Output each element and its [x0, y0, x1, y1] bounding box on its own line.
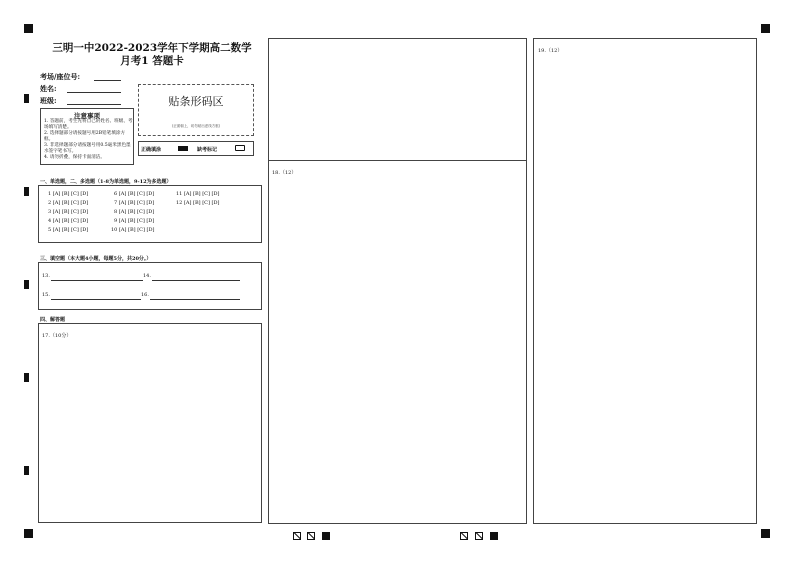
name-label: 姓名: [40, 84, 57, 93]
absent-mark-label: 缺考标记 [197, 147, 218, 153]
fill-section-heading: 三、填空题（本大题4小题，每题5分，共20分。） [40, 256, 152, 262]
choice-row-10[interactable]: 10 [A] [B] [C] [D] [111, 227, 155, 233]
registration-mark-top-right [761, 24, 770, 33]
fill-mark-panel [138, 141, 254, 156]
footer-mark-2-icon [307, 532, 315, 540]
choice-row-8[interactable]: 8 [A] [B] [C] [D] [114, 209, 155, 215]
footer-mark-3-icon [322, 532, 330, 540]
registration-mark-bottom-right [761, 529, 770, 538]
fill-label-16: 16. [141, 292, 149, 298]
choice-section-heading: 一、单选题，二、多选题（1-8为单选题，9-12为多选题） [40, 179, 172, 185]
class-field[interactable] [67, 104, 121, 105]
notice-item: 3. 非选择题部分请按题号用0.5毫米黑色墨水签字笔书写。 [44, 143, 131, 154]
solution-section-heading: 四、解答题 [40, 317, 66, 323]
question-18-label: 18.（12） [272, 170, 297, 176]
choice-row-2[interactable]: 2 [A] [B] [C] [D] [48, 200, 89, 206]
fill-answer-13[interactable] [51, 280, 143, 281]
exam-title-line2: 月考1 答题卡 [120, 55, 184, 67]
registration-mark-top-left [24, 24, 33, 33]
notice-item: 4. 请勿折叠，保持卡面清洁。 [44, 155, 105, 160]
seat-number-label: 考场/座位号: [40, 72, 81, 81]
timing-mark-left-3 [24, 280, 29, 289]
question-18-answer-area[interactable] [269, 161, 526, 523]
fill-label-15: 15. [42, 292, 50, 298]
footer-mark-6-icon [490, 532, 498, 540]
correct-fill-label: 正确填涂 [141, 147, 162, 153]
barcode-area [138, 84, 254, 136]
correct-fill-sample-icon [178, 146, 188, 151]
fill-answer-box [38, 262, 262, 310]
class-label: 班级: [40, 96, 57, 105]
choice-row-11[interactable]: 11 [A] [B] [C] [D] [176, 191, 220, 197]
notice-box [40, 108, 134, 165]
barcode-title: 贴条形码区 [168, 95, 224, 108]
choice-row-7[interactable]: 7 [A] [B] [C] [D] [114, 200, 155, 206]
question-19-label: 19.（12） [538, 48, 563, 54]
fill-answer-14[interactable] [152, 280, 240, 281]
fill-answer-16[interactable] [150, 299, 240, 300]
choice-row-4[interactable]: 4 [A] [B] [C] [D] [48, 218, 89, 224]
footer-mark-1-icon [293, 532, 301, 540]
choice-row-3[interactable]: 3 [A] [B] [C] [D] [48, 209, 89, 215]
registration-mark-bottom-left [24, 529, 33, 538]
absent-mark-checkbox[interactable] [235, 145, 245, 151]
question-17-label: 17.（10分） [42, 333, 72, 339]
footer-mark-4-icon [460, 532, 468, 540]
barcode-subtitle: (正面朝上，切勿贴出虚线方框) [171, 124, 221, 128]
fill-answer-15[interactable] [51, 299, 141, 300]
fill-label-14: 14. [143, 273, 151, 279]
notice-item: 1. 答题前，考生先将自己的姓名、班级、考场填写清楚。 [44, 119, 133, 130]
timing-mark-left-5 [24, 466, 29, 475]
question-19-answer-box[interactable] [533, 38, 757, 524]
exam-title-line1: 三明一中2022-2023学年下学期高二数学 [52, 42, 252, 54]
choice-answer-box [38, 185, 262, 243]
question-17-answer-box[interactable] [38, 323, 262, 523]
choice-row-1[interactable]: 1 [A] [B] [C] [D] [48, 191, 89, 197]
seat-number-field[interactable] [94, 80, 121, 81]
name-field[interactable] [67, 92, 121, 93]
choice-row-9[interactable]: 9 [A] [B] [C] [D] [114, 218, 155, 224]
timing-mark-left-2 [24, 187, 29, 196]
timing-mark-left-4 [24, 373, 29, 382]
choice-row-12[interactable]: 12 [A] [B] [C] [D] [176, 200, 220, 206]
footer-mark-5-icon [475, 532, 483, 540]
choice-row-5[interactable]: 5 [A] [B] [C] [D] [48, 227, 89, 233]
fill-label-13: 13. [42, 273, 50, 279]
choice-row-6[interactable]: 6 [A] [B] [C] [D] [114, 191, 155, 197]
notice-title: 注意事项 [74, 112, 100, 120]
notice-item: 2. 选择题部分请按题号用2B铅笔填涂方框。 [44, 131, 126, 142]
timing-mark-left-1 [24, 94, 29, 103]
